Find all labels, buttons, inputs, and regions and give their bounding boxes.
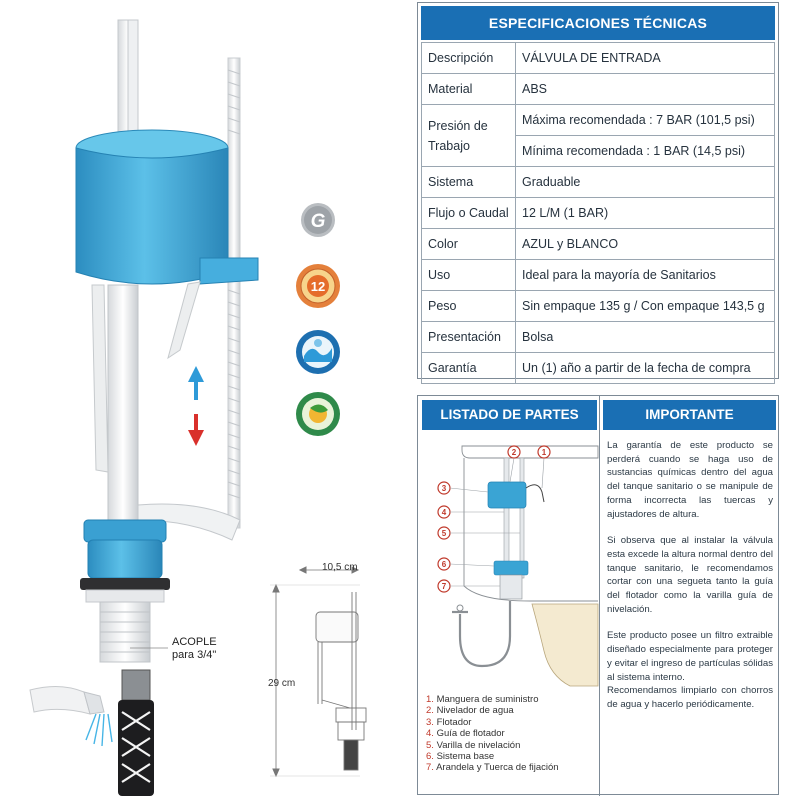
eco-product-icon xyxy=(296,392,340,436)
table-row xyxy=(422,291,775,322)
part-number: 3. xyxy=(426,716,434,728)
part-name: Varilla de nivelación xyxy=(436,739,521,751)
callout-5-label: 5 xyxy=(441,529,447,538)
spec-label: Descripción xyxy=(422,43,516,74)
spec-label: Uso xyxy=(422,260,516,291)
spec-value: Mínima recomendada : 1 BAR (14,5 psi) xyxy=(516,136,775,167)
callout-4-label: 4 xyxy=(441,508,447,517)
callout-3-label: 3 xyxy=(441,484,447,493)
acople-label xyxy=(172,636,217,662)
table-row xyxy=(422,229,775,260)
parts-panel xyxy=(417,395,779,795)
part-name: Arandela y Tuerca de fijación xyxy=(436,762,559,774)
adjust-arrows xyxy=(188,366,204,446)
callout-2-label: 2 xyxy=(511,448,517,457)
important-paragraph: Este producto posee un filtro extraible diseñado especialmente para proteger y evitar el ingreso de partículas sólidas al sistema interno. xyxy=(607,630,773,683)
spec-value: ABS xyxy=(516,74,775,105)
spec-label: Material xyxy=(422,74,516,105)
list-item xyxy=(426,751,559,762)
product-illustration-area xyxy=(0,0,385,800)
spec-value: Máxima recomendada : 7 BAR (101,5 psi) xyxy=(516,105,775,136)
water-saving-icon xyxy=(296,330,340,374)
g-brand-icon xyxy=(301,203,335,237)
valve-illustration xyxy=(0,0,385,800)
table-row xyxy=(422,322,775,353)
spec-value: Sin empaque 135 g / Con empaque 143,5 g xyxy=(516,291,775,322)
spec-table xyxy=(421,42,775,384)
table-row xyxy=(422,74,775,105)
list-item xyxy=(426,694,559,705)
table-row xyxy=(422,353,775,384)
callout-1-label: 1 xyxy=(541,448,547,457)
table-row xyxy=(422,198,775,229)
warranty-12-icon xyxy=(296,264,340,308)
important-paragraph: Recomendamos limpiarlo con chorros de agua y hacerlo periódicamente. xyxy=(607,685,773,710)
list-item xyxy=(426,705,559,716)
spec-label: Presentación xyxy=(422,322,516,353)
dimension-width: 10,5 cm xyxy=(322,562,358,573)
spec-value: Un (1) año a partir de la fecha de compra xyxy=(516,353,775,384)
warranty-badge-number: 12 xyxy=(310,279,326,294)
part-name: Flotador xyxy=(436,716,472,728)
important-text xyxy=(607,439,773,712)
table-row xyxy=(422,105,775,136)
spec-label: Sistema xyxy=(422,167,516,198)
filter-illustration xyxy=(30,670,154,796)
part-name: Sistema base xyxy=(436,751,495,763)
spec-value: AZUL y BLANCO xyxy=(516,229,775,260)
spec-value: VÁLVULA DE ENTRADA xyxy=(516,43,775,74)
leveling-rod xyxy=(228,58,240,528)
list-item xyxy=(426,728,559,739)
list-item xyxy=(426,740,559,751)
table-row xyxy=(422,167,775,198)
table-row xyxy=(422,43,775,74)
dimension-drawing xyxy=(270,567,366,776)
part-number: 2. xyxy=(426,705,434,717)
part-number: 6. xyxy=(426,751,434,763)
part-number: 1. xyxy=(426,694,434,705)
dimension-height: 29 cm xyxy=(268,678,296,689)
important-paragraph: La garantía de este producto se perderá cuando se haga uso de sustancias químicas dentro del agua del tanque sanitario o se manipule de forma incorrecta las tuercas y ajustadores de altura. xyxy=(607,440,773,520)
spec-value: 12 L/M (1 BAR) xyxy=(516,198,775,229)
spec-title: ESPECIFICACIONES TÉCNICAS xyxy=(421,6,775,40)
list-item xyxy=(426,762,559,773)
important-title: IMPORTANTE xyxy=(603,400,776,430)
list-item xyxy=(426,717,559,728)
callout-7-label: 7 xyxy=(441,582,447,591)
acople-size: para 3/4" xyxy=(172,649,217,661)
acople-title: ACOPLE xyxy=(172,636,217,648)
spec-label: Color xyxy=(422,229,516,260)
base-collar xyxy=(80,520,170,602)
spec-value: Bolsa xyxy=(516,322,775,353)
spec-value: Graduable xyxy=(516,167,775,198)
spec-label: Flujo o Caudal xyxy=(422,198,516,229)
parts-list xyxy=(426,694,559,774)
parts-title: LISTADO DE PARTES xyxy=(422,400,597,430)
spec-label: Garantía xyxy=(422,353,516,384)
part-name: Manguera de suministro xyxy=(436,694,539,705)
spec-value: Ideal para la mayoría de Sanitarios xyxy=(516,260,775,291)
threaded-coupling xyxy=(100,602,150,662)
part-name: Guía de flotador xyxy=(436,728,505,740)
spec-label: Peso xyxy=(422,291,516,322)
spec-panel xyxy=(417,2,779,379)
callout-6-label: 6 xyxy=(441,560,447,569)
spec-label: Presión de Trabajo xyxy=(422,105,516,167)
part-name: Nivelador de agua xyxy=(436,705,514,717)
g-badge-letter: G xyxy=(310,211,326,232)
table-row xyxy=(422,260,775,291)
part-number: 5. xyxy=(426,739,434,751)
valve-body xyxy=(108,285,138,525)
part-number: 7. xyxy=(426,762,434,774)
part-number: 4. xyxy=(426,728,434,740)
tank-diagram xyxy=(420,436,600,691)
important-paragraph: Si observa que al instalar la válvula esta excede la altura normal dentro del tanque sanitario, le recomendamos cortar con una segueta tanto la guía del flotador como la varilla guía de nivelación. xyxy=(607,535,773,615)
